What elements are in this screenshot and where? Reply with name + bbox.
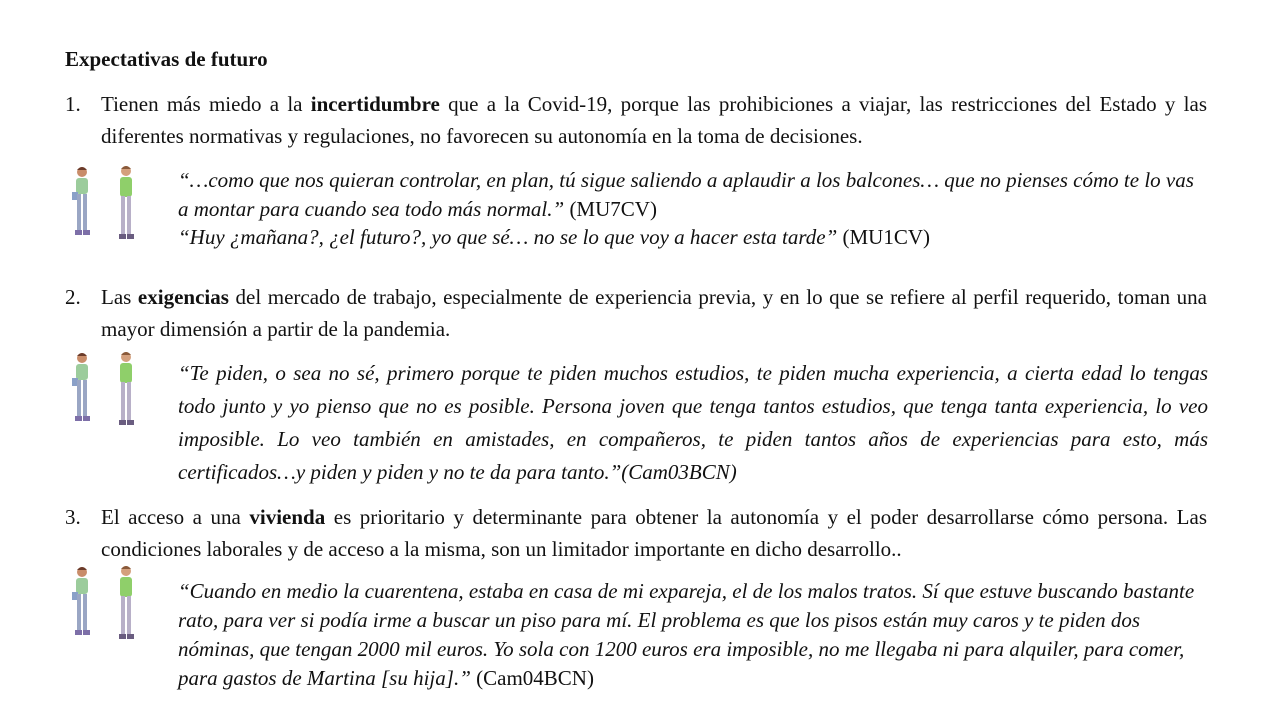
item-keyword: vivienda	[249, 505, 326, 529]
item-number: 1.	[65, 92, 81, 116]
persons-icon	[62, 348, 150, 432]
section-title: Expectativas de futuro	[65, 47, 268, 71]
item-text: El acceso a una vivienda es prioritario y determinante para obtener la autonomía y el poder desarrollarse cómo persona. Las condiciones laborales y de acceso a la misma, son un limitador importante en dicho desarrollo..	[101, 505, 1207, 561]
list-item-2	[65, 281, 1207, 345]
persons-icon	[62, 162, 150, 246]
persons-illustration	[62, 562, 150, 646]
item-keyword: incertidumbre	[310, 92, 440, 116]
item-text: Las exigencias del mercado de trabajo, especialmente de experiencia previa, y en lo que se refiere al perfil requerido, toman una mayor dimensión a partir de la pandemia.	[101, 285, 1207, 341]
quote-reference: (MU1CV)	[837, 225, 931, 249]
quote-2: “Huy ¿mañana?, ¿el futuro?, yo que sé… no se lo que voy a hacer esta tarde” (MU1CV)	[178, 225, 931, 249]
quote-1: “…como que nos quieran controlar, en plan, tú sigue saliendo a aplaudir a los balcones… que no pienses cómo te lo vas a montar para cuando sea todo más normal.” (MU7CV)	[178, 168, 1194, 221]
item-number: 2.	[65, 285, 81, 309]
list-item-3	[65, 501, 1207, 565]
persons-icon	[62, 562, 150, 646]
quote-4: “Cuando en medio la cuarentena, estaba en casa de mi expareja, el de los malos tratos. Sí que estuve buscando bastante rato, para ver si podía irme a buscar un piso para mí. El problema es que los pisos están muy caros y te piden dos nóminas, que tengan 2000 mil euros. Yo sola con 1200 euros era imposible, no me llegaba ni para alquiler, para comer, para gastos de Martina [su hija].” (Cam04BCN)	[178, 579, 1195, 690]
quote-3: “Te piden, o sea no sé, primero porque te piden muchos estudios, te piden mucha experiencia, a cierta edad lo tengas todo junto y yo pienso que no es posible. Persona joven que tenga tantos estudios, que tenga tanta experiencia, lo veo imposible. Lo veo también en amistades, en compañeros, te piden tantos años de experiencias para esto, más certificados…y piden y piden y no te da para tanto.”(Cam03BCN)	[178, 361, 1208, 484]
persons-illustration	[62, 348, 150, 432]
quote-reference: (MU7CV)	[564, 197, 657, 221]
item-number: 3.	[65, 505, 81, 529]
item-text: Tienen más miedo a la incertidumbre que a la Covid-19, porque las prohibiciones a viajar, las restricciones del Estado y las diferentes normativas y regulaciones, no favorecen su autonomía en la toma de decisiones.	[101, 92, 1208, 148]
quote-reference: (Cam04BCN)	[470, 666, 594, 690]
item-keyword: exigencias	[137, 285, 229, 309]
list-item-1	[65, 88, 1207, 152]
persons-illustration	[62, 162, 150, 246]
